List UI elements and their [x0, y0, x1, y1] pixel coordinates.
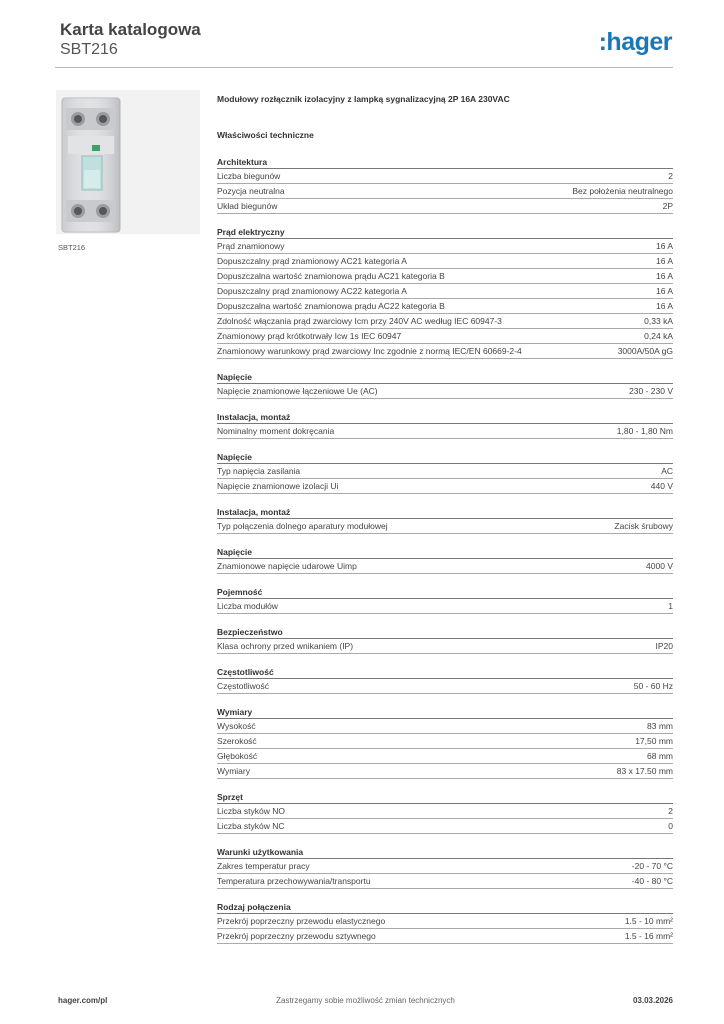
property-section: [217, 504, 673, 534]
property-row: [217, 284, 673, 299]
property-value: 17,50 mm: [635, 736, 673, 746]
property-row: [217, 874, 673, 889]
property-section: [217, 224, 673, 359]
property-label: Zdolność włączania prąd zwarciowy Icm przy 240V AC według IEC 60947-3: [217, 316, 502, 326]
property-row: [217, 424, 673, 439]
property-value: -20 - 70 °C: [631, 861, 673, 871]
property-section: [217, 154, 673, 214]
property-label: Temperatura przechowywania/transportu: [217, 876, 371, 886]
property-section: [217, 664, 673, 694]
property-row: [217, 479, 673, 494]
property-label: Dopuszczalny prąd znamionowy AC22 kategoria A: [217, 286, 407, 296]
properties-sections: [217, 154, 673, 944]
section-heading: Napięcie: [217, 369, 673, 384]
property-row: [217, 344, 673, 359]
section-heading: Instalacja, montaż: [217, 504, 673, 519]
property-section: [217, 624, 673, 654]
section-heading: Rodzaj połączenia: [217, 899, 673, 914]
property-section: [217, 369, 673, 399]
property-row: [217, 734, 673, 749]
property-row: [217, 859, 673, 874]
property-label: Napięcie znamionowe łączeniowe Ue (AC): [217, 386, 378, 396]
property-label: Zakres temperatur pracy: [217, 861, 310, 871]
property-row: [217, 819, 673, 834]
section-heading: Instalacja, montaż: [217, 409, 673, 424]
property-row: [217, 299, 673, 314]
section-heading: Prąd elektryczny: [217, 224, 673, 239]
page-header: [60, 20, 201, 60]
switch-disconnector-image: [56, 90, 200, 234]
property-section: [217, 844, 673, 889]
property-value: 83 x 17.50 mm: [616, 766, 673, 776]
property-row: [217, 749, 673, 764]
property-value: IP20: [655, 641, 673, 651]
section-heading: Pojemność: [217, 584, 673, 599]
property-section: [217, 584, 673, 614]
section-heading: Częstotliwość: [217, 664, 673, 679]
property-row: [217, 519, 673, 534]
property-value: 230 - 230 V: [629, 386, 673, 396]
property-section: [217, 409, 673, 439]
property-value: 68 mm: [647, 751, 673, 761]
property-label: Szerokość: [217, 736, 257, 746]
property-value: 1.5 - 16 mm²: [624, 931, 673, 941]
property-row: [217, 914, 673, 929]
property-row: [217, 314, 673, 329]
section-heading: Wymiary: [217, 704, 673, 719]
property-row: [217, 184, 673, 199]
section-heading: Architektura: [217, 154, 673, 169]
property-label: Układ biegunów: [217, 201, 278, 211]
property-value: -40 - 80 °C: [631, 876, 673, 886]
property-value: Bez położenia neutralnego: [572, 186, 673, 196]
property-row: [217, 559, 673, 574]
property-label: Napięcie znamionowe izolacji Ui: [217, 481, 339, 491]
product-content: [217, 94, 673, 954]
property-section: [217, 899, 673, 944]
property-label: Klasa ochrony przed wnikaniem (IP): [217, 641, 354, 651]
property-value: 83 mm: [647, 721, 673, 731]
property-value: 1,80 - 1,80 Nm: [616, 426, 673, 436]
property-value: 16 A: [655, 256, 673, 266]
product-title: Modułowy rozłącznik izolacyjny z lampką sygnalizacyjną 2P 16A 230VAC: [217, 94, 510, 104]
property-label: Dopuszczalny prąd znamionowy AC21 kategoria A: [217, 256, 407, 266]
property-label: Liczba biegunów: [217, 171, 281, 181]
property-label: Typ połączenia dolnego aparatury modułowej: [217, 521, 388, 531]
property-section: [217, 704, 673, 779]
property-label: Typ napięcia zasilania: [217, 466, 301, 476]
property-label: Nominalny moment dokręcania: [217, 426, 335, 436]
property-row: [217, 719, 673, 734]
property-label: Pozycja neutralna: [217, 186, 285, 196]
property-row: [217, 599, 673, 614]
property-label: Znamionowy prąd krótkotrwały Icw 1s IEC 60947: [217, 331, 402, 341]
property-row: [217, 269, 673, 284]
property-value: 2: [668, 806, 673, 816]
property-label: Znamionowe napięcie udarowe Uimp: [217, 561, 357, 571]
property-label: Prąd znamionowy: [217, 241, 285, 251]
section-heading: Napięcie: [217, 544, 673, 559]
page-title: Karta katalogowa: [60, 20, 201, 39]
properties-title: Właściwości techniczne: [217, 130, 314, 140]
property-label: Dopuszczalna wartość znamionowa prądu AC22 kategoria B: [217, 301, 445, 311]
property-row: [217, 679, 673, 694]
property-value: 0,33 kA: [644, 316, 673, 326]
property-label: Wymiary: [217, 766, 250, 776]
property-row: [217, 329, 673, 344]
footer-website: hager.com/pl: [58, 996, 108, 1005]
property-label: Znamionowy warunkowy prąd zwarciowy Inc zgodnie z normą IEC/EN 60669-2-4: [217, 346, 522, 356]
property-section: [217, 544, 673, 574]
property-row: [217, 254, 673, 269]
property-value: Zacisk śrubowy: [614, 521, 673, 531]
property-row: [217, 169, 673, 184]
property-label: Liczba styków NO: [217, 806, 286, 816]
property-value: 2P: [662, 201, 673, 211]
property-value: AC: [661, 466, 673, 476]
property-value: 0,24 kA: [644, 331, 673, 341]
property-row: [217, 464, 673, 479]
property-label: Głębokość: [217, 751, 258, 761]
property-value: 1.5 - 10 mm²: [624, 916, 673, 926]
property-value: 2: [668, 171, 673, 181]
product-image: [56, 90, 200, 234]
property-value: 50 - 60 Hz: [633, 681, 673, 691]
property-label: Przekrój poprzeczny przewodu sztywnego: [217, 931, 376, 941]
property-value: 3000A/50A gG: [617, 346, 673, 356]
hager-logo: :hager: [598, 28, 672, 56]
property-row: [217, 384, 673, 399]
property-value: 16 A: [655, 271, 673, 281]
property-value: 440 V: [650, 481, 673, 491]
property-label: Liczba modułów: [217, 601, 278, 611]
property-row: [217, 239, 673, 254]
footer-date: 03.03.2026: [632, 996, 673, 1005]
property-row: [217, 929, 673, 944]
property-value: 16 A: [655, 241, 673, 251]
section-heading: Sprzęt: [217, 789, 673, 804]
property-label: Liczba styków NC: [217, 821, 285, 831]
property-value: 0: [668, 821, 673, 831]
property-label: Przekrój poprzeczny przewodu elastycznego: [217, 916, 386, 926]
property-label: Dopuszczalna wartość znamionowa prądu AC21 kategoria B: [217, 271, 445, 281]
property-value: 16 A: [655, 301, 673, 311]
property-value: 4000 V: [646, 561, 673, 571]
section-heading: Bezpieczeństwo: [217, 624, 673, 639]
section-heading: Napięcie: [217, 449, 673, 464]
property-section: [217, 789, 673, 834]
property-row: [217, 639, 673, 654]
property-value: 16 A: [655, 286, 673, 296]
property-value: 1: [668, 601, 673, 611]
property-section: [217, 449, 673, 494]
header-divider: [55, 67, 673, 68]
section-heading: Warunki użytkowania: [217, 844, 673, 859]
property-label: Częstotliwość: [217, 681, 269, 691]
property-label: Wysokość: [217, 721, 256, 731]
page-subtitle: SBT216: [60, 41, 118, 58]
property-row: [217, 199, 673, 214]
product-image-caption: SBT216: [58, 243, 86, 252]
property-row: [217, 764, 673, 779]
footer-notice: Zastrzegamy sobie możliwość zmian technicznych: [276, 996, 455, 1005]
property-row: [217, 804, 673, 819]
